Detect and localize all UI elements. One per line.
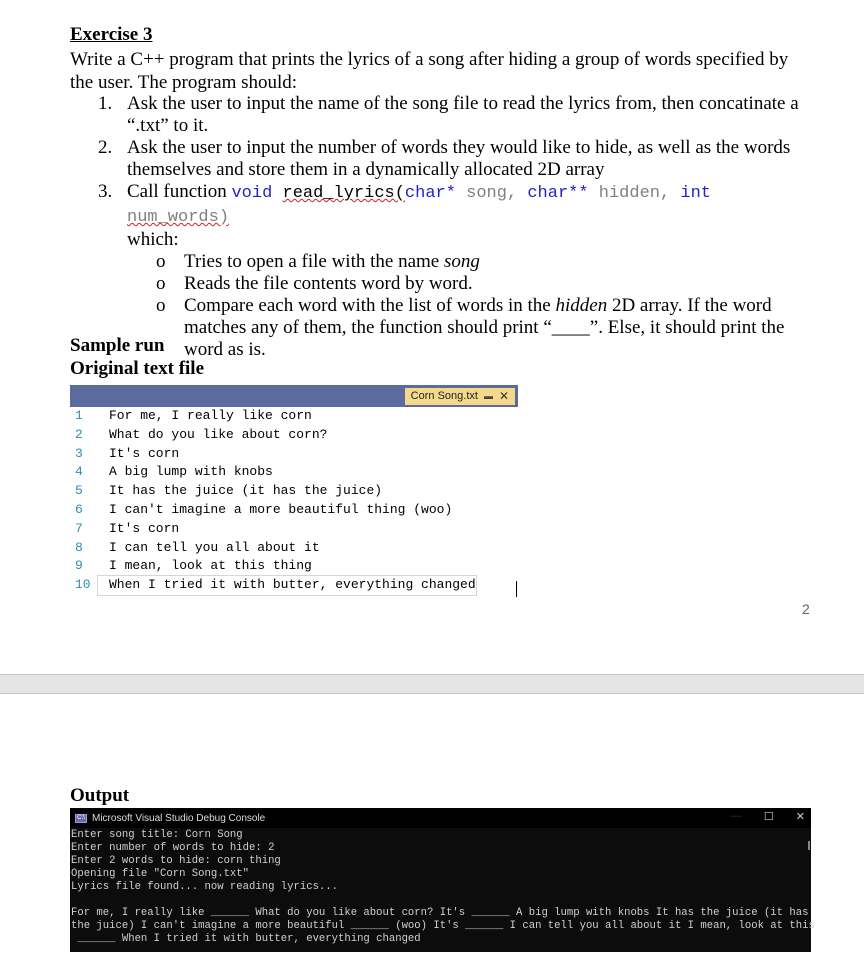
step-prefix: Call function (127, 181, 232, 202)
line-number: 7 (75, 520, 83, 536)
original-file-heading: Original text file (70, 358, 205, 379)
line-text: I mean, look at this thing (109, 558, 312, 574)
console-line: the juice) I can't imagine a more beautiful ______ (woo) It's ______ I can tell you all about it I mean, look at this (71, 920, 815, 932)
param-song: song, (466, 184, 518, 203)
line-number: 4 (75, 464, 83, 480)
line-text: I can tell you all about it (109, 539, 320, 555)
console-title-bar (70, 808, 811, 828)
editor-line (70, 463, 518, 482)
sample-run-heading: Sample run (70, 335, 165, 356)
exercise-title: Exercise 3 (70, 24, 153, 45)
pin-icon[interactable]: ▬ (483, 391, 493, 401)
steps-list (98, 93, 813, 361)
console-line: ______ When I tried it with butter, everything changed (71, 933, 421, 945)
file-tab-label: Corn Song.txt (410, 390, 478, 402)
substep-text: Reads the file contents word by word. (184, 273, 473, 294)
substep-text-part: 2D array. If the word matches any of them, the function should print “____”. Else, it should print the word as is. (184, 295, 785, 360)
console-title: Microsoft Visual Studio Debug Console (92, 812, 266, 824)
step-number: 1. (98, 93, 113, 114)
page-number: 2 (802, 601, 810, 617)
editor-lines[interactable] (70, 407, 518, 595)
editor-line (70, 539, 518, 558)
editor-tab-bar (70, 385, 518, 407)
editor-line (70, 482, 518, 501)
line-text: It has the juice (it has the juice) (109, 483, 383, 499)
substep-compare-words (156, 295, 813, 361)
page-separator (0, 674, 864, 694)
console-line: Enter 2 words to hide: corn thing (71, 855, 281, 867)
substep-emphasis: hidden (555, 295, 608, 316)
keyword-char-ptr-ptr: char** (527, 184, 589, 203)
console-line: Enter song title: Corn Song (71, 829, 243, 841)
line-text: When I tried it with butter, everything changed (98, 576, 476, 595)
step-text: Ask the user to input the name of the song file to read the lyrics from, then concatinate a “.txt” to it. (127, 93, 799, 136)
param-num-words: num_words) (127, 208, 230, 227)
line-text: What do you like about corn? (109, 426, 328, 442)
text-editor-screenshot (70, 385, 518, 600)
close-icon[interactable]: ✕ (498, 389, 509, 403)
substep-open-file (156, 251, 813, 273)
editor-line (70, 520, 518, 539)
line-text: It's corn (109, 520, 180, 536)
editor-line (70, 407, 518, 426)
substep-text (184, 251, 480, 273)
editor-line (70, 426, 518, 445)
window-controls (731, 810, 805, 823)
console-line: For me, I really like ______ What do you like about corn? It's ______ A big lump with knobs It has the juice (it has (71, 907, 809, 919)
keyword-char-ptr: char* (404, 184, 456, 203)
keyword-int: int (680, 184, 712, 203)
console-output (71, 829, 815, 946)
step-suffix: which: (127, 229, 179, 250)
step-1 (98, 93, 813, 137)
line-text: For me, I really like corn (109, 408, 312, 423)
step-number: 2. (98, 137, 113, 158)
console-line (71, 894, 809, 907)
line-text: It's corn (109, 445, 180, 461)
bullet-icon: o (156, 251, 166, 272)
maximize-icon[interactable]: ☐ (763, 811, 774, 823)
exercise-intro: Write a C++ program that prints the lyrics of a song after hiding a group of words specified by the user. The program should: (70, 49, 789, 93)
bullet-icon: o (156, 295, 166, 316)
substep-text (184, 295, 813, 361)
substeps-list (156, 251, 813, 361)
step-number: 3. (98, 181, 113, 202)
editor-line (70, 501, 518, 520)
line-number: 6 (75, 501, 83, 517)
console-scrollbar[interactable] (808, 841, 810, 850)
function-name: read_lyrics( (282, 184, 405, 203)
console-line: Opening file "Corn Song.txt" (71, 868, 250, 880)
step-text (127, 181, 813, 251)
substep-text-part: Tries to open a file with the name (184, 251, 444, 272)
file-tab[interactable] (405, 388, 515, 405)
console-line: Enter number of words to hide: 2 (71, 842, 275, 854)
line-number: 9 (75, 558, 83, 574)
bullet-icon: o (156, 273, 166, 294)
text-caret (516, 581, 517, 597)
line-number: 8 (75, 539, 83, 555)
editor-line (70, 445, 518, 464)
keyword-void: void (231, 184, 273, 203)
line-number: 5 (75, 483, 83, 499)
line-number: 2 (75, 426, 83, 442)
debug-console-screenshot (70, 808, 815, 952)
minimize-icon[interactable]: — (730, 810, 742, 822)
output-heading: Output (70, 785, 130, 806)
close-icon[interactable]: ✕ (795, 811, 805, 823)
editor-line-active (70, 576, 518, 595)
console-line: Lyrics file found... now reading lyrics... (71, 881, 339, 893)
substep-emphasis: song (443, 251, 480, 272)
line-number: 3 (75, 445, 83, 461)
param-hidden: hidden, (598, 184, 671, 203)
line-text: I can't imagine a more beautiful thing (woo) (109, 501, 453, 517)
step-text: Ask the user to input the number of words they would like to hide, as well as the words themselves and store them in a dynamically allocated 2D array (127, 137, 791, 180)
line-number: 10 (75, 577, 91, 593)
substep-text-part: Compare each word with the list of words in the (184, 295, 556, 316)
step-3 (98, 181, 813, 251)
step-2 (98, 137, 813, 181)
editor-line (70, 557, 518, 576)
console-app-icon: C:\ (75, 814, 87, 823)
line-text: A big lump with knobs (109, 464, 273, 480)
substep-read-words (156, 273, 813, 295)
line-number: 1 (75, 408, 83, 423)
